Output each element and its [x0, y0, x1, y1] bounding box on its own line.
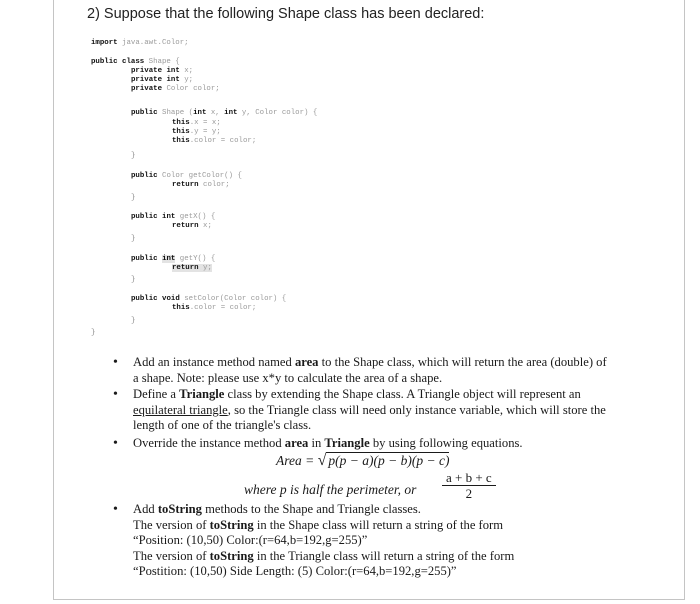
code-field-x: private int x;: [131, 67, 194, 75]
code-class-decl: public class Shape {: [91, 58, 180, 66]
code-close-brace: }: [131, 235, 136, 243]
code-setcolor-body: this.color = color;: [172, 304, 257, 312]
code-import-line: import java.awt.Color;: [91, 39, 189, 47]
sqrt-expression: p(p − a)(p − b)(p − c): [328, 453, 450, 468]
code-field-y: private int y;: [131, 76, 194, 84]
code-close-brace: }: [131, 276, 136, 284]
bullet-marker: •: [113, 436, 118, 451]
code-constructor: public Shape (int x, int y, Color color) {: [131, 109, 318, 117]
instruction-triangle-class: Define a Triangle class by extending the Shape class. A Triangle object will represent an equilateral triangle, so the Triangle class will need only instance variable, which will store the length of one of the triangle's class.: [133, 387, 606, 433]
code-gety-return: return y;: [172, 264, 212, 272]
code-getx: public int getX() {: [131, 213, 216, 221]
code-ctor-y: this.y = y;: [172, 128, 221, 136]
code-setcolor: public void setColor(Color color) {: [131, 295, 287, 303]
code-ctor-color: this.color = color;: [172, 137, 257, 145]
instruction-tostring: Add toString methods to the Shape and Triangle classes. The version of toString in the Shape class will return a string of the form “Position: (10,50) Color:(r=64,b=192,g=255)” The version of toString in the Triangle class will return a string of the form “Postition: (10,50) Side Length: (5) Color:(r=64,b=192,g=255)”: [133, 502, 515, 579]
perimeter-note: where p is half the perimeter, or: [244, 482, 417, 497]
fraction-denominator: 2: [465, 486, 473, 501]
bullet-marker: •: [113, 502, 118, 517]
code-close-brace: }: [131, 317, 136, 325]
question-heading: 2) Suppose that the following Shape class has been declared:: [87, 6, 485, 22]
code-class-close-brace: }: [91, 329, 96, 337]
code-getcolor-return: return color;: [172, 181, 230, 189]
instruction-override-area: Override the instance method area in Triangle by using following equations.: [133, 436, 523, 450]
instruction-area-method: Add an instance method named area to the Shape class, which will return the area (double) of a shape. Note: please use x*y to calculate the area of a shape.: [133, 355, 607, 385]
code-ctor-x: this.x = x;: [172, 119, 221, 127]
code-field-color: private Color color;: [131, 85, 220, 93]
code-close-brace: }: [131, 152, 136, 160]
half-perimeter-fraction: [442, 470, 496, 501]
code-getcolor: public Color getColor() {: [131, 172, 242, 180]
fraction-numerator: a + b + c: [442, 470, 496, 486]
code-gety: public int getY() {: [131, 255, 216, 263]
code-getx-return: return x;: [172, 222, 212, 230]
code-close-brace: }: [131, 194, 136, 202]
bullet-marker: •: [113, 387, 118, 402]
bullet-marker: •: [113, 355, 118, 370]
heron-formula: Area = √ p(p − a)(p − b)(p − c): [276, 452, 450, 469]
